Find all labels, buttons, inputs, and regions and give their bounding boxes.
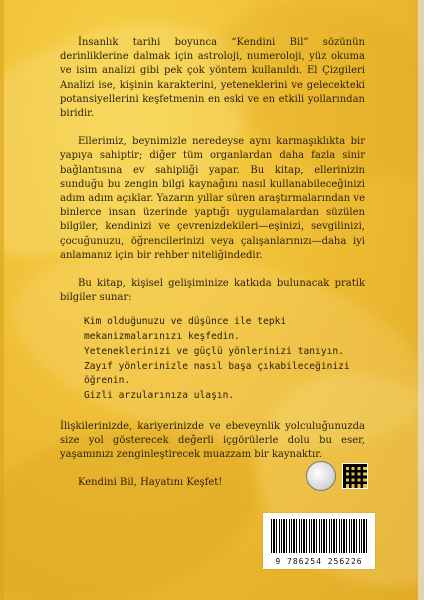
tagline: Kendini Bil, Hayatını Keşfet!	[78, 477, 223, 489]
isbn-barcode	[263, 513, 375, 569]
benefits-list	[84, 315, 365, 403]
benefits-intro: Bu kitap, kişisel gelişiminize katkıda bulunacak pratik bilgiler sunar:	[60, 278, 365, 304]
left-edge	[0, 0, 4, 600]
publisher-seal-icon	[306, 461, 336, 491]
list-item: Kim olduğunuzu ve düşünce ile tepki mekanizmalarınızı keşfedin.	[84, 316, 287, 342]
list-item: Zayıf yönlerinizle nasıl başa çıkabileceğinizi öğrenin.	[84, 361, 350, 387]
isbn-number: 9 786254 256226	[275, 557, 363, 566]
list-item: Gizli arzularınıza ulaşın.	[84, 390, 235, 402]
back-cover-text	[60, 36, 365, 504]
closing-paragraph: İlişkilerinizde, kariyerinizde ve ebeveynlik yolculuğunuzda size yol gösterecek değerli içgörülerle dolu bu eser, yaşamınızı zenginleştirecek muazzam bir kaynaktır.	[60, 420, 365, 461]
qr-code-icon	[342, 463, 368, 489]
barcode-icon	[271, 519, 367, 553]
description-paragraph: Ellerimiz, beynimizle neredeyse aynı karmaşıklıkta bir yapıya sahiptir; diğer tüm organlardan daha fazla sinir bağlantısına ev sahipliği yapar. Bu kitap, ellerinizin sunduğu bu zengin bilgi kaynağını nasıl kullanabileceğinizi adım adım açıklar. Yazarın yıllar süren araştırmalarından ve binlerce insan üzerinde yaptığı uygulamalardan süzülen bilgiler, kendinizi ve çevrenizdekileri—eşinizi, sevgilinizi, çocuğunuzu, öğrencilerinizi veya çalışanlarınızı—daha iyi anlamanız için bir rehber niteliğindedir.	[60, 136, 365, 261]
intro-paragraph: İnsanlık tarihi boyunca “Kendini Bil” sözünün derinliklerine dalmak için astroloji, numeroloji, yüz okuma ve isim analizi gibi pek çok yöntem kullanıldı. El Çizgileri Analizi ise, kişinin karakterini, yeteneklerini ve gelecekteki potansiyellerini keşfetmenin en eski ve en etkili yollarından biridir.	[60, 37, 365, 120]
right-edge	[418, 0, 424, 600]
list-item: Yeteneklerinizi ve güçlü yönlerinizi tanıyın.	[84, 345, 344, 357]
publisher-badges	[306, 452, 376, 500]
